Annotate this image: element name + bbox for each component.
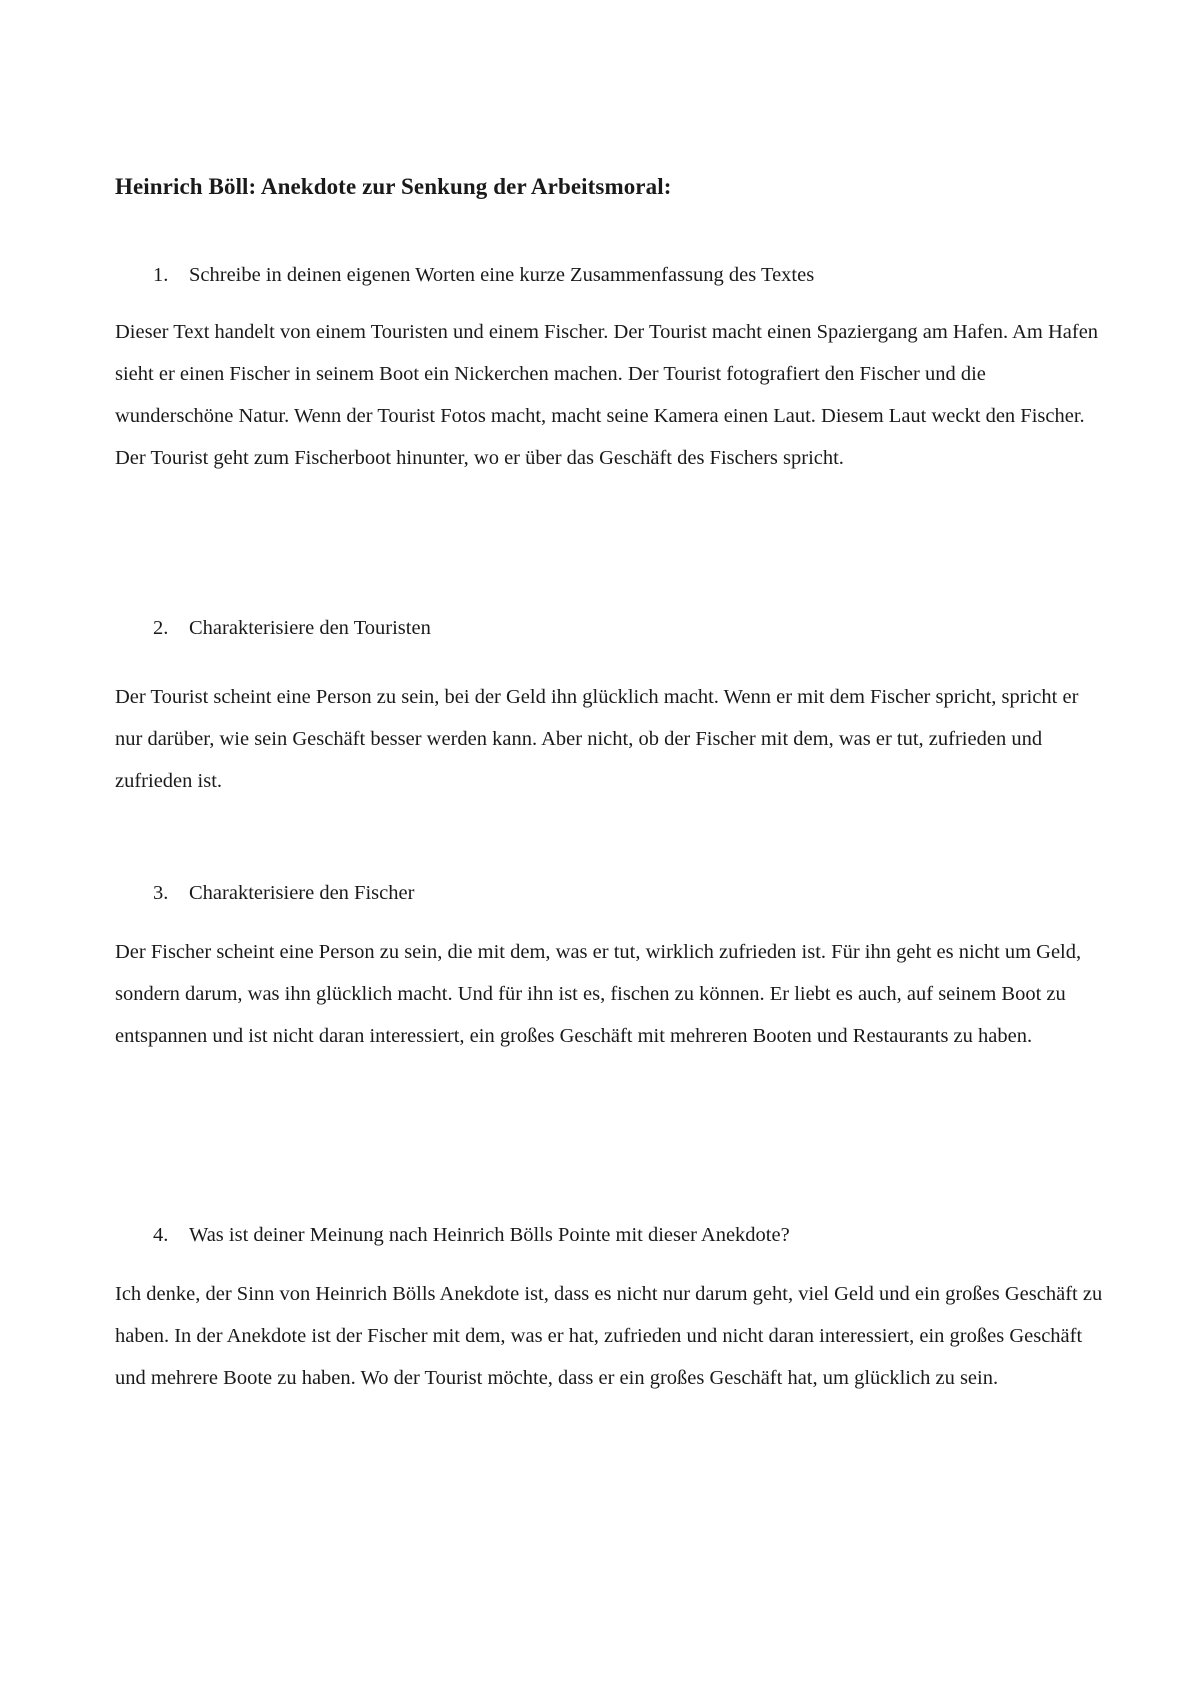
question-number: 4. (153, 1224, 169, 1246)
document-title: Heinrich Böll: Anekdote zur Senkung der Arbeitsmoral: (115, 174, 672, 199)
question-4 (153, 1220, 790, 1250)
answer-4: Ich denke, der Sinn von Heinrich Bölls Anekdote ist, dass es nicht nur darum geht, viel Geld und ein großes Geschäft zu haben. In der Anekdote ist der Fischer mit dem, was er hat, zufrieden und nicht daran interessiert, ein großes Geschäft und mehrere Boote zu haben. Wo der Tourist möchte, dass er ein großes Geschäft hat, um glücklich zu sein. (115, 1283, 1103, 1389)
question-text: Charakterisiere den Fischer (189, 882, 415, 904)
question-2 (153, 613, 431, 643)
answer-2: Der Tourist scheint eine Person zu sein, bei der Geld ihn glücklich macht. Wenn er mit dem Fischer spricht, spricht er nur darüber, wie sein Geschäft besser werden kann. Aber nicht, ob der Fischer mit dem, was er tut, zufrieden und zufrieden ist. (115, 686, 1079, 792)
question-number: 2. (153, 617, 169, 639)
question-text: Charakterisiere den Touristen (189, 617, 431, 639)
answer-1: Dieser Text handelt von einem Touristen und einem Fischer. Der Tourist macht einen Spaziergang am Hafen. Am Hafen sieht er einen Fischer in seinem Boot ein Nickerchen machen. Der Tourist fotografiert den Fischer und die wunderschöne Natur. Wenn der Tourist Fotos macht, macht seine Kamera einen Laut. Diesem Laut weckt den Fischer. Der Tourist geht zum Fischerboot hinunter, wo er über das Geschäft des Fischers spricht. (115, 321, 1099, 469)
question-text: Was ist deiner Meinung nach Heinrich Bölls Pointe mit dieser Anekdote? (189, 1224, 790, 1246)
question-3 (153, 878, 414, 908)
question-1 (153, 260, 814, 290)
question-number: 3. (153, 882, 169, 904)
question-text: Schreibe in deinen eigenen Worten eine kurze Zusammenfassung des Textes (189, 264, 815, 286)
answer-3: Der Fischer scheint eine Person zu sein, die mit dem, was er tut, wirklich zufrieden ist. Für ihn geht es nicht um Geld, sondern darum, was ihn glücklich macht. Und für ihn ist es, fischen zu können. Er liebt es auch, auf seinem Boot zu entspannen und ist nicht daran interessiert, ein großes Geschäft mit mehreren Booten und Restaurants zu haben. (115, 941, 1082, 1047)
question-number: 1. (153, 264, 169, 286)
